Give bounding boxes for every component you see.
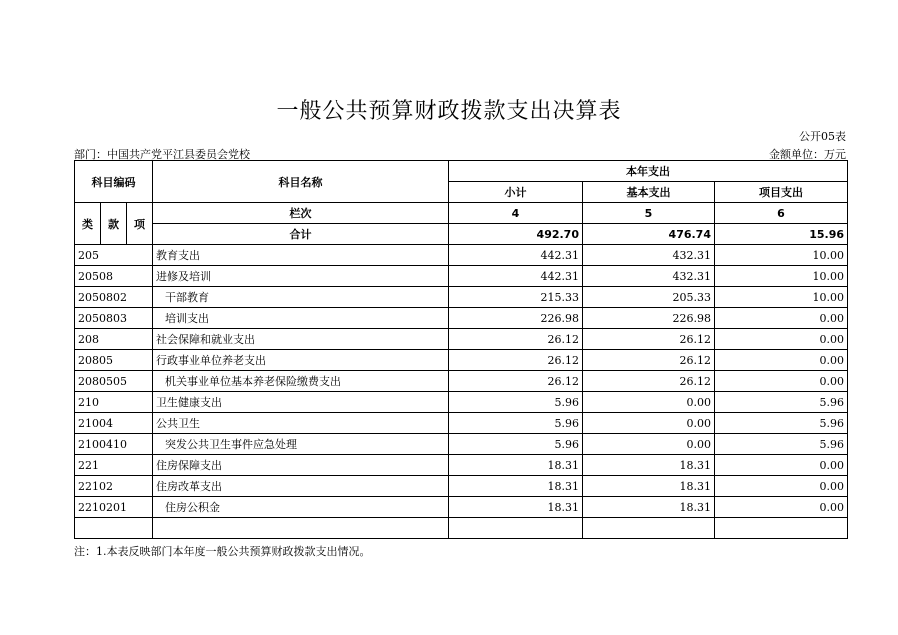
row-project: 5.96 bbox=[715, 434, 848, 455]
row-subtotal: 5.96 bbox=[449, 413, 583, 434]
row-code: 20508 bbox=[75, 266, 153, 287]
row-code: 20805 bbox=[75, 350, 153, 371]
row-name: 培训支出 bbox=[153, 308, 449, 329]
header-column-no: 栏次 bbox=[153, 203, 449, 224]
row-subtotal: 442.31 bbox=[449, 266, 583, 287]
header-xiang: 项 bbox=[127, 203, 153, 245]
form-number: 公开05表 bbox=[799, 130, 846, 143]
total-basic: 476.74 bbox=[583, 224, 715, 245]
row-code: 21004 bbox=[75, 413, 153, 434]
row-project: 0.00 bbox=[715, 497, 848, 518]
header-project: 项目支出 bbox=[715, 182, 848, 203]
row-name: 教育支出 bbox=[153, 245, 449, 266]
row-code: 2210201 bbox=[75, 497, 153, 518]
row-name: 机关事业单位基本养老保险缴费支出 bbox=[153, 371, 449, 392]
row-project: 10.00 bbox=[715, 287, 848, 308]
page-title: 一般公共预算财政拨款支出决算表 bbox=[276, 99, 622, 124]
header-code: 科目编码 bbox=[75, 161, 153, 203]
table-row bbox=[75, 287, 848, 308]
table-row bbox=[75, 350, 848, 371]
row-subtotal: 5.96 bbox=[449, 392, 583, 413]
row-subtotal: 226.98 bbox=[449, 308, 583, 329]
header-col6: 6 bbox=[715, 203, 848, 224]
row-name: 公共卫生 bbox=[153, 413, 449, 434]
row-project: 0.00 bbox=[715, 350, 848, 371]
row-name: 社会保障和就业支出 bbox=[153, 329, 449, 350]
row-name: 卫生健康支出 bbox=[153, 392, 449, 413]
row-basic: 0.00 bbox=[583, 392, 715, 413]
row-subtotal: 215.33 bbox=[449, 287, 583, 308]
row-code: 2050802 bbox=[75, 287, 153, 308]
row-basic: 226.98 bbox=[583, 308, 715, 329]
row-basic: 26.12 bbox=[583, 371, 715, 392]
header-row-1 bbox=[75, 161, 848, 182]
row-name: 行政事业单位养老支出 bbox=[153, 350, 449, 371]
row-code bbox=[75, 518, 153, 539]
total-project: 15.96 bbox=[715, 224, 848, 245]
row-code: 208 bbox=[75, 329, 153, 350]
row-code: 2100410 bbox=[75, 434, 153, 455]
row-subtotal: 26.12 bbox=[449, 371, 583, 392]
header-col5: 5 bbox=[583, 203, 715, 224]
row-project: 10.00 bbox=[715, 245, 848, 266]
row-subtotal: 26.12 bbox=[449, 329, 583, 350]
row-subtotal: 18.31 bbox=[449, 497, 583, 518]
row-name: 住房改革支出 bbox=[153, 476, 449, 497]
row-name: 干部教育 bbox=[153, 287, 449, 308]
row-code: 205 bbox=[75, 245, 153, 266]
row-code: 2050803 bbox=[75, 308, 153, 329]
table-row bbox=[75, 371, 848, 392]
table-row bbox=[75, 266, 848, 287]
table-row bbox=[75, 392, 848, 413]
row-project bbox=[715, 518, 848, 539]
row-basic: 18.31 bbox=[583, 455, 715, 476]
row-basic: 205.33 bbox=[583, 287, 715, 308]
row-project: 5.96 bbox=[715, 392, 848, 413]
row-subtotal bbox=[449, 518, 583, 539]
row-name: 住房公积金 bbox=[153, 497, 449, 518]
table-row bbox=[75, 518, 848, 539]
row-project: 0.00 bbox=[715, 308, 848, 329]
row-basic: 0.00 bbox=[583, 434, 715, 455]
total-subtotal: 492.70 bbox=[449, 224, 583, 245]
total-label: 合计 bbox=[153, 224, 449, 245]
header-name: 科目名称 bbox=[153, 161, 449, 203]
row-project: 5.96 bbox=[715, 413, 848, 434]
row-code: 210 bbox=[75, 392, 153, 413]
table-row bbox=[75, 308, 848, 329]
row-basic: 26.12 bbox=[583, 350, 715, 371]
expenditure-table bbox=[74, 160, 848, 539]
row-basic: 18.31 bbox=[583, 476, 715, 497]
row-basic: 432.31 bbox=[583, 245, 715, 266]
table-row bbox=[75, 434, 848, 455]
header-subtotal: 小计 bbox=[449, 182, 583, 203]
table-row bbox=[75, 329, 848, 350]
table-row bbox=[75, 245, 848, 266]
row-project: 0.00 bbox=[715, 329, 848, 350]
table-row bbox=[75, 455, 848, 476]
amount-unit-label: 金额单位：万元 bbox=[769, 148, 846, 161]
row-name bbox=[153, 518, 449, 539]
row-subtotal: 5.96 bbox=[449, 434, 583, 455]
total-row bbox=[75, 224, 848, 245]
header-basic: 基本支出 bbox=[583, 182, 715, 203]
row-name: 进修及培训 bbox=[153, 266, 449, 287]
header-lei: 类 bbox=[75, 203, 101, 245]
row-code: 221 bbox=[75, 455, 153, 476]
row-project: 0.00 bbox=[715, 455, 848, 476]
row-basic: 0.00 bbox=[583, 413, 715, 434]
row-name: 突发公共卫生事件应急处理 bbox=[153, 434, 449, 455]
row-basic: 26.12 bbox=[583, 329, 715, 350]
header-year-expense: 本年支出 bbox=[449, 161, 848, 182]
row-project: 10.00 bbox=[715, 266, 848, 287]
row-basic: 18.31 bbox=[583, 497, 715, 518]
row-code: 22102 bbox=[75, 476, 153, 497]
row-project: 0.00 bbox=[715, 476, 848, 497]
row-subtotal: 442.31 bbox=[449, 245, 583, 266]
row-project: 0.00 bbox=[715, 371, 848, 392]
row-subtotal: 18.31 bbox=[449, 455, 583, 476]
table-row bbox=[75, 476, 848, 497]
header-row-3 bbox=[75, 203, 848, 224]
row-code: 2080505 bbox=[75, 371, 153, 392]
footnote: 注：1.本表反映部门本年度一般公共预算财政拨款支出情况。 bbox=[74, 545, 371, 558]
row-name: 住房保障支出 bbox=[153, 455, 449, 476]
header-col4: 4 bbox=[449, 203, 583, 224]
row-subtotal: 18.31 bbox=[449, 476, 583, 497]
table-row bbox=[75, 497, 848, 518]
header-kuan: 款 bbox=[101, 203, 127, 245]
row-basic bbox=[583, 518, 715, 539]
row-subtotal: 26.12 bbox=[449, 350, 583, 371]
department-label: 部门：中国共产党平江县委员会党校 bbox=[74, 148, 250, 161]
row-basic: 432.31 bbox=[583, 266, 715, 287]
table-row bbox=[75, 413, 848, 434]
